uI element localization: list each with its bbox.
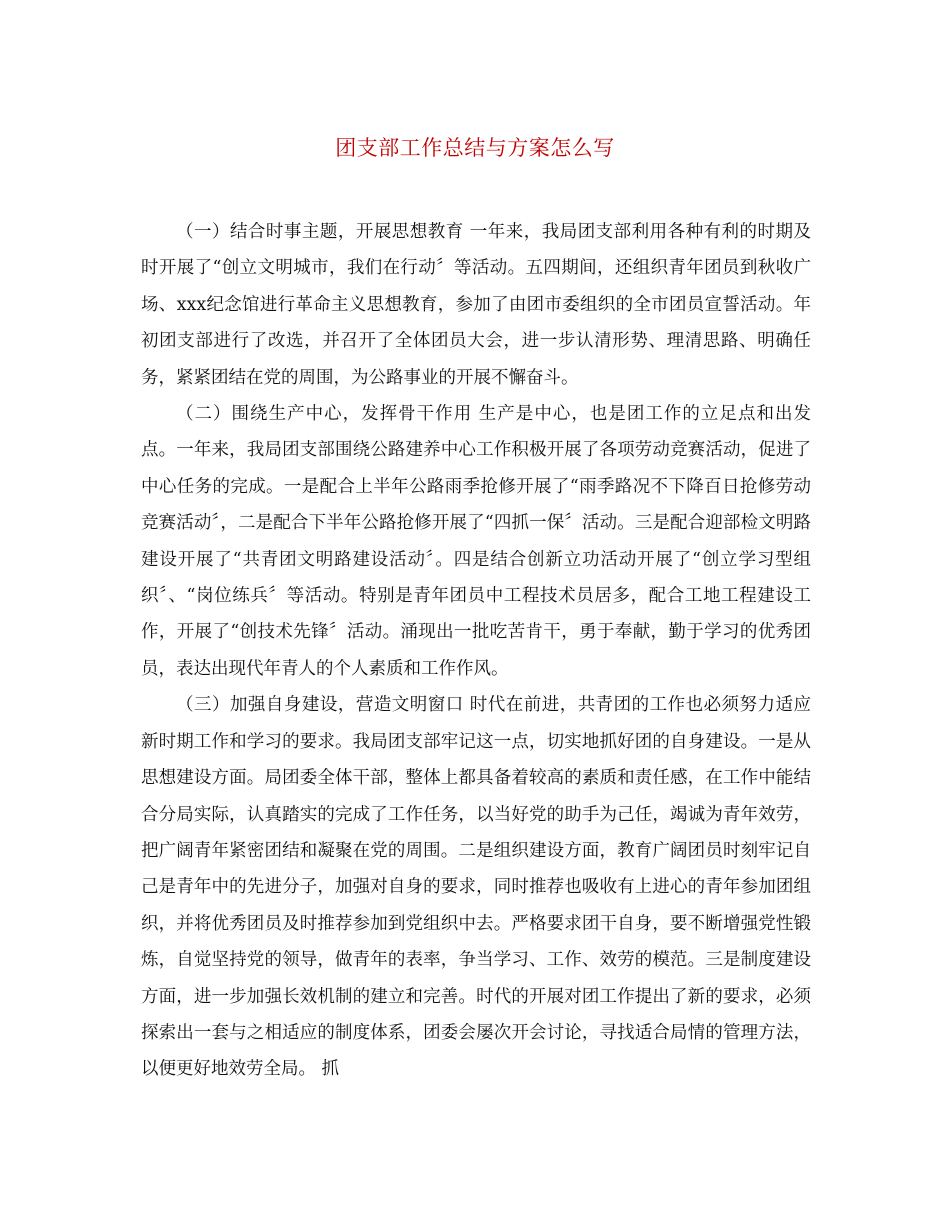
paragraph-2: （二）围绕生产中心，发挥骨干作用 生产是中心，也是团工作的立足点和出发点。一年来，我局团支部围绕公路建养中心工作积极开展了各项劳动竞赛活动，促进了中心任务的完成。一是配合上半年公路雨季抢修开展了“雨季路况不下降百日抢修劳动竞赛活动〞，二是配合下半年公路抢修开展了“四抓一保〞活动。三是配合迎部检文明路建设开展了“共青团文明路建设活动〞。四是结合创新立功活动开展了“创立学习型组织〞、“岗位练兵〞等活动。特别是青年团员中工程技术员居多，配合工地工程建设工作，开展了“创技术先锋〞活动。涌现出一批吃苦肯干，勇于奉献，勤于学习的优秀团员，表达出现代年青人的个人素质和工作作风。 [141, 404, 811, 679]
document-title: 团支部工作总结与方案怎么写 [335, 136, 615, 160]
document-body [141, 214, 811, 1088]
paragraph-1: （一）结合时事主题，开展思想教育 一年来，我局团支部利用各种有利的时期及时开展了“创立文明城市，我们在行动〞等活动。五四期间，还组织青年团员到秋收广场、xxx纪念馆进行革命主义思想教育，参加了由团市委组织的全市团员宣誓活动。年初团支部进行了改选，并召开了全体团员大会，进一步认清形势、理清思路、明确任务，紧紧团结在党的周围，为公路事业的开展不懈奋斗。 [141, 222, 811, 388]
paragraph-3: （三）加强自身建设，营造文明窗口 时代在前进，共青团的工作也必须努力适应新时期工作和学习的要求。我局团支部牢记这一点，切实地抓好团的自身建设。一是从思想建设方面。局团委全体干部，整体上都具备着较高的素质和责任感，在工作中能结合分局实际，认真踏实的完成了工作任务，以当好党的助手为己任，竭诚为青年效劳，把广阔青年紧密团结和凝聚在党的周围。二是组织建设方面，教育广阔团员时刻牢记自己是青年中的先进分子，加强对自身的要求，同时推荐也吸收有上进心的青年参加团组织，并将优秀团员及时推荐参加到党组织中去。严格要求团干自身，要不断增强党性锻炼，自觉坚持党的领导，做青年的表率，争当学习、工作、效劳的模范。三是制度建设方面，进一步加强长效机制的建立和完善。时代的开展对团工作提出了新的要求，必须探索出一套与之相适应的制度体系，团委会屡次开会讨论，寻找适合局情的管理方法，以便更好地效劳全局。 抓 [141, 695, 811, 1080]
